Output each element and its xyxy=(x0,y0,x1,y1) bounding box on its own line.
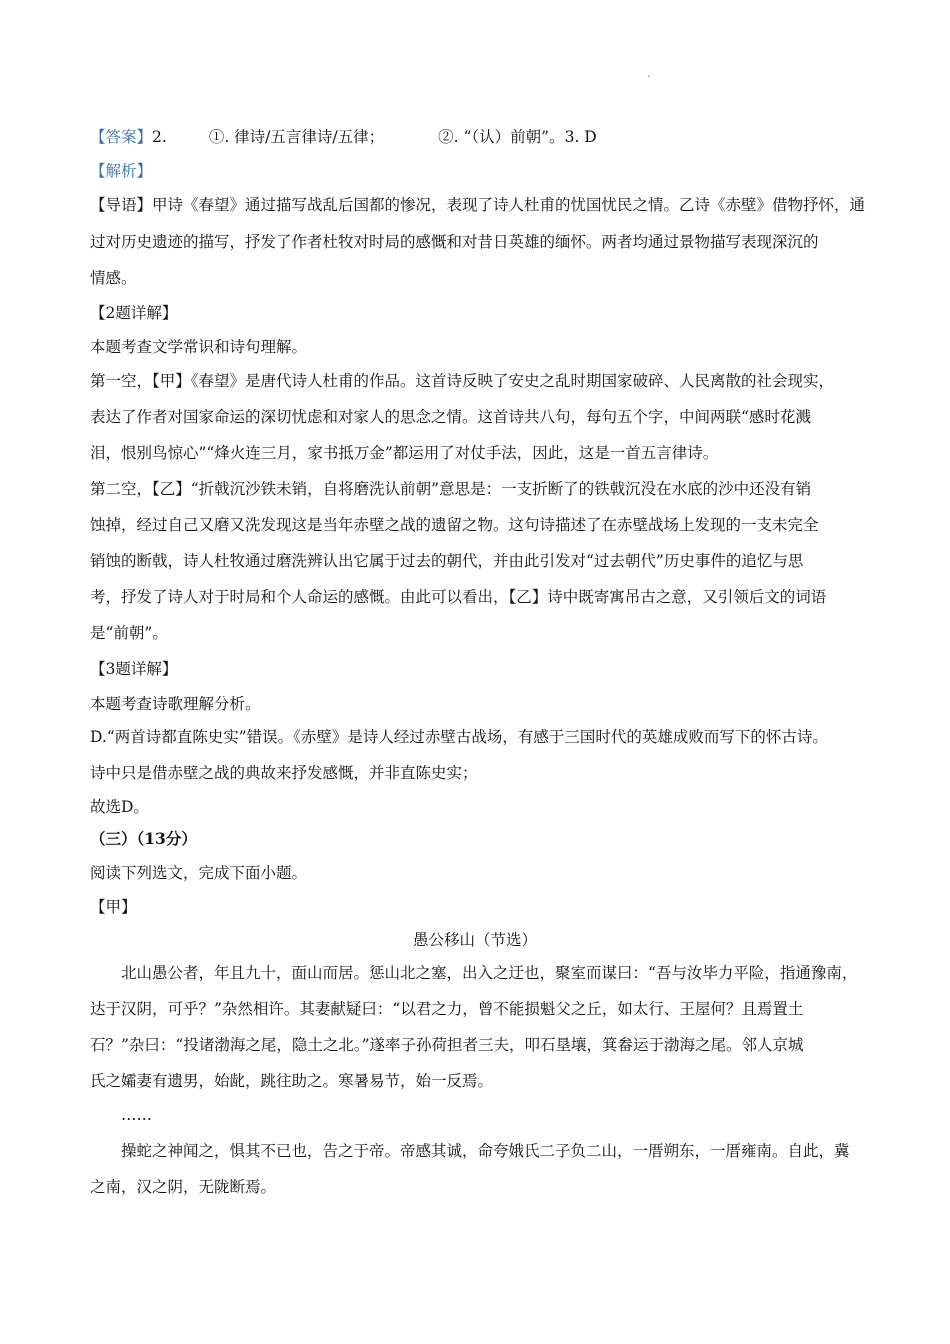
answer-label: 【答案】 xyxy=(90,128,153,146)
section-title: （三）（13分） xyxy=(90,829,197,848)
q2-title: 【2题详解】 xyxy=(90,304,178,322)
answer-line xyxy=(90,127,870,147)
passage-line: 操蛇之神闻之，惧其不已也，告之于帝。帝感其诚，命夸娥氏二子负二山，一厝朔东，一厝雍南。自此，冀 xyxy=(121,1142,850,1160)
q2-paragraph-line: 是“前朝”。 xyxy=(90,624,168,642)
passage-line: 石？”杂曰：“投诸渤海之尾，隐土之北。”遂率子孙荷担者三夫，叩石垦壤，箕畚运于渤海之尾。邻人京城 xyxy=(90,1036,804,1054)
q3-line: 诗中只是借赤壁之战的典故来抒发感慨，并非直陈史实； xyxy=(90,764,478,782)
guide-line: 情感。 xyxy=(90,269,137,287)
q2-paragraph-line: 蚀掉，经过自己又磨又洗发现这是当年赤壁之战的遗留之物。这句诗描述了在赤壁战场上发现的一支未完全 xyxy=(90,516,819,534)
passage-title: 愚公移山（节选） xyxy=(412,931,537,949)
q3-intro: 本题考查诗歌理解分析。 xyxy=(90,695,261,713)
passage-ellipsis: …… xyxy=(121,1106,152,1124)
q3-title: 【3题详解】 xyxy=(90,660,178,678)
page-mark: · xyxy=(647,72,651,83)
passage-line: 北山愚公者，年且九十，面山而居。惩山北之塞，出入之迂也，聚室而谋曰：“吾与汝毕力平险，指通豫南， xyxy=(121,964,858,982)
q2-paragraph-line: 销蚀的断戟，诗人杜牧通过磨洗辨认出它属于过去的朝代，并由此引发对“过去朝代”历史事件的追忆与思 xyxy=(90,552,804,570)
guide-line: 【导语】甲诗《春望》通过描写战乱后国都的惨况，表现了诗人杜甫的忧国忧民之情。乙诗《赤壁》借物抒怀，通 xyxy=(90,196,866,214)
q2-paragraph-line: 表达了作者对国家命运的深切忧虑和对家人的思念之情。这首诗共八句，每句五个字，中间两联“感时花溅 xyxy=(90,408,811,426)
answer-option-1: ①. 律诗/五言律诗/五律； xyxy=(208,128,385,146)
q3-line: 故选D。 xyxy=(90,798,149,816)
guide-line: 过对历史遗迹的描写，抒发了作者杜牧对时局的感慨和对昔日英雄的缅怀。两者均通过景物描写表现深沉的 xyxy=(90,233,819,251)
passage-line: 氏之孀妻有遗男，始龀，跳往助之。寒暑易节，始一反焉。 xyxy=(90,1072,494,1090)
q3-line: D.“两首诗都直陈史实”错误。《赤壁》是诗人经过赤壁古战场，有感于三国时代的英雄成败而写下的怀古诗。 xyxy=(90,728,828,746)
passage-line: 之南，汉之阴，无陇断焉。 xyxy=(90,1178,277,1196)
passage-line: 达于汉阴，可乎？”杂然相许。其妻献疑曰：“以君之力，曾不能损魁父之丘，如太行、王屋何？且焉置土 xyxy=(90,1000,804,1018)
q2-paragraph-line: 第一空，【甲】《春望》是唐代诗人杜甫的作品。这首诗反映了安史之乱时期国家破碎、人民离散的社会现实， xyxy=(90,372,835,390)
q2-paragraph-line: 泪，恨别鸟惊心”“烽火连三月，家书抵万金”都运用了对仗手法，因此，这是一首五言律诗。 xyxy=(90,444,719,462)
section-instruction: 阅读下列选文，完成下面小题。 xyxy=(90,864,308,882)
analysis-label: 【解析】 xyxy=(90,162,153,180)
q2-paragraph-line: 第二空，【乙】“折戟沉沙铁未销，自将磨洗认前朝”意思是：一支折断了的铁戟沉没在水底的沙中还没有销 xyxy=(90,480,812,498)
passage-label-jia: 【甲】 xyxy=(90,898,137,916)
answer-option-2: ②. “（认）前朝”。3. D xyxy=(438,128,597,146)
q2-paragraph-line: 考，抒发了诗人对于时局和个人命运的感慨。由此可以看出，【乙】诗中既寄寓吊古之意，又引领后文的词语 xyxy=(90,588,827,606)
q2-intro: 本题考查文学常识和诗句理解。 xyxy=(90,338,308,356)
answer-question-number: 2. xyxy=(152,128,167,146)
